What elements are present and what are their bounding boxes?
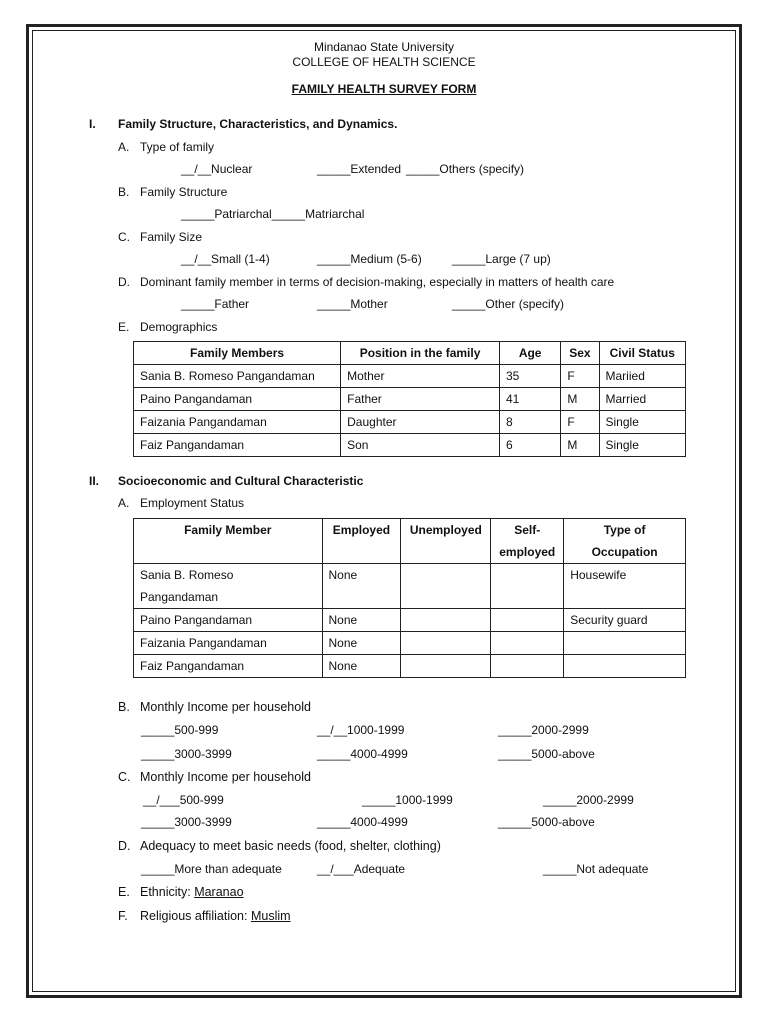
employed-cell: None [322, 655, 401, 678]
member-age: 6 [499, 434, 560, 457]
member-age: 35 [499, 365, 560, 388]
unemployed-cell [401, 655, 491, 678]
section-2-number: II. [89, 474, 100, 488]
income-b-4000-4999: _____4000-4999 [317, 747, 408, 761]
item-1c-letter: C. [118, 230, 130, 244]
income-b-5000-above: _____5000-above [498, 747, 595, 761]
member-age: 8 [499, 411, 560, 434]
dominant-father: _____Father [181, 297, 250, 311]
self-employed-cell [491, 655, 564, 678]
member-name-line1: Sania B. Romeso [140, 568, 234, 582]
income-c-5000-above: _____5000-above [498, 815, 595, 829]
member-name [134, 564, 323, 609]
section-1-title: Family Structure, Characteristics, and Dynamics. [118, 117, 398, 131]
demographics-header-row [134, 342, 686, 365]
member-civil-status: Single [599, 434, 685, 457]
member-name: Sania B. Romeso Pangandaman [134, 365, 341, 388]
occupation-cell: Housewife [564, 564, 686, 609]
section-2-title: Socioeconomic and Cultural Characteristic [118, 474, 364, 488]
income-b-3000-3999: _____3000-3999 [141, 747, 232, 761]
item-1b-letter: B. [118, 185, 130, 199]
item-2d-letter: D. [118, 839, 131, 853]
income-c-2000-2999: _____2000-2999 [543, 793, 634, 807]
col-self-employed [491, 519, 564, 564]
employment-header-row [134, 519, 686, 564]
member-civil-status: Mariied [599, 365, 685, 388]
income-b-500-999: _____500-999 [141, 723, 219, 737]
item-1e-label: Demographics [140, 320, 218, 334]
member-name: Faiz Pangandaman [134, 434, 341, 457]
member-position: Father [341, 388, 500, 411]
member-position: Daughter [341, 411, 500, 434]
employed-cell: None [322, 609, 401, 632]
table-row [134, 411, 686, 434]
item-2d-label: Adequacy to meet basic needs (food, shelter, clothing) [140, 839, 441, 853]
col-age: Age [499, 342, 560, 365]
table-row [134, 655, 686, 678]
form-title: FAMILY HEALTH SURVEY FORM [291, 82, 477, 96]
table-row [134, 388, 686, 411]
family-type-extended: _____Extended [317, 162, 402, 176]
col-occupation [564, 519, 686, 564]
college-name: COLLEGE OF HEALTH SCIENCE [292, 55, 476, 69]
unemployed-cell [401, 609, 491, 632]
income-c-1000-1999: _____1000-1999 [362, 793, 453, 807]
col-self-employed-line1: Self- [514, 523, 541, 537]
adequacy-not-adequate: _____Not adequate [543, 862, 649, 876]
income-b-2000-2999: _____2000-2999 [498, 723, 589, 737]
item-2c-label: Monthly Income per household [140, 770, 311, 784]
occupation-cell [564, 632, 686, 655]
item-1e-letter: E. [118, 320, 130, 334]
employed-cell: None [322, 564, 401, 609]
family-size-small: __/__Small (1-4) [181, 252, 270, 266]
adequacy-adequate: __/___Adequate [317, 862, 406, 876]
item-2c-letter: C. [118, 770, 131, 784]
member-civil-status: Married [599, 388, 685, 411]
income-c-500-999: __/___500-999 [143, 793, 224, 807]
table-row [134, 609, 686, 632]
table-row [134, 434, 686, 457]
self-employed-cell [491, 609, 564, 632]
ethnicity-line [140, 885, 244, 899]
family-type-others: _____Others (specify) [406, 162, 525, 176]
member-sex: M [561, 434, 599, 457]
dominant-other: _____Other (specify) [452, 297, 565, 311]
income-b-1000-1999: __/__1000-1999 [317, 723, 405, 737]
family-structure-options: _____Patriarchal_____Matriarchal [181, 207, 365, 221]
member-name: Faizania Pangandaman [134, 632, 323, 655]
item-1a-label: Type of family [140, 140, 215, 154]
item-2a-letter: A. [118, 496, 130, 510]
col-sex: Sex [561, 342, 599, 365]
item-1b-label: Family Structure [140, 185, 228, 199]
family-size-medium: _____Medium (5-6) [317, 252, 422, 266]
employment-table [133, 518, 686, 678]
item-2e-letter: E. [118, 885, 130, 899]
section-1-number: I. [89, 117, 96, 131]
income-c-4000-4999: _____4000-4999 [317, 815, 408, 829]
member-age: 41 [499, 388, 560, 411]
religion-value: Muslim [250, 909, 291, 923]
income-c-3000-3999: _____3000-3999 [141, 815, 232, 829]
university-name: Mindanao State University [313, 40, 455, 54]
member-name-line2: Pangandaman [140, 590, 219, 604]
member-position: Son [341, 434, 500, 457]
col-civil-status: Civil Status [599, 342, 685, 365]
demographics-table [133, 341, 686, 457]
ethnicity-value: Maranao [194, 885, 244, 899]
item-1d-label: Dominant family member in terms of decision-making, especially in matters of health care [140, 275, 615, 289]
member-civil-status: Single [599, 411, 685, 434]
member-sex: F [561, 411, 599, 434]
self-employed-cell [491, 632, 564, 655]
member-sex: F [561, 365, 599, 388]
member-name: Paino Pangandaman [134, 609, 323, 632]
col-employed: Employed [322, 519, 401, 564]
item-1c-label: Family Size [140, 230, 203, 244]
col-self-employed-line2: employed [499, 545, 556, 559]
table-row [134, 564, 686, 609]
religion-label: Religious affiliation: [140, 909, 251, 923]
self-employed-cell [491, 564, 564, 609]
member-position: Mother [341, 365, 500, 388]
member-name: Faizania Pangandaman [134, 411, 341, 434]
religion-line [140, 909, 291, 923]
item-2a-label: Employment Status [140, 496, 245, 510]
member-name: Paino Pangandaman [134, 388, 341, 411]
table-row [134, 632, 686, 655]
member-name: Faiz Pangandaman [134, 655, 323, 678]
unemployed-cell [401, 564, 491, 609]
dominant-mother: _____Mother [317, 297, 388, 311]
item-2f-letter: F. [118, 909, 128, 923]
col-occupation-line2: Occupation [591, 545, 658, 559]
col-unemployed: Unemployed [401, 519, 491, 564]
member-sex: M [561, 388, 599, 411]
col-occupation-line1: Type of [603, 523, 646, 537]
ethnicity-label: Ethnicity: [140, 885, 195, 899]
col-position: Position in the family [341, 342, 500, 365]
item-2b-letter: B. [118, 700, 130, 714]
table-row [134, 365, 686, 388]
col-family-members: Family Members [134, 342, 341, 365]
item-1a-letter: A. [118, 140, 130, 154]
unemployed-cell [401, 632, 491, 655]
occupation-cell: Security guard [564, 609, 686, 632]
occupation-cell [564, 655, 686, 678]
item-1d-letter: D. [118, 275, 130, 289]
col-family-member: Family Member [134, 519, 323, 564]
employed-cell: None [322, 632, 401, 655]
family-size-large: _____Large (7 up) [452, 252, 551, 266]
family-type-nuclear: __/__Nuclear [181, 162, 253, 176]
item-2b-label: Monthly Income per household [140, 700, 311, 714]
adequacy-more-than: _____More than adequate [141, 862, 282, 876]
